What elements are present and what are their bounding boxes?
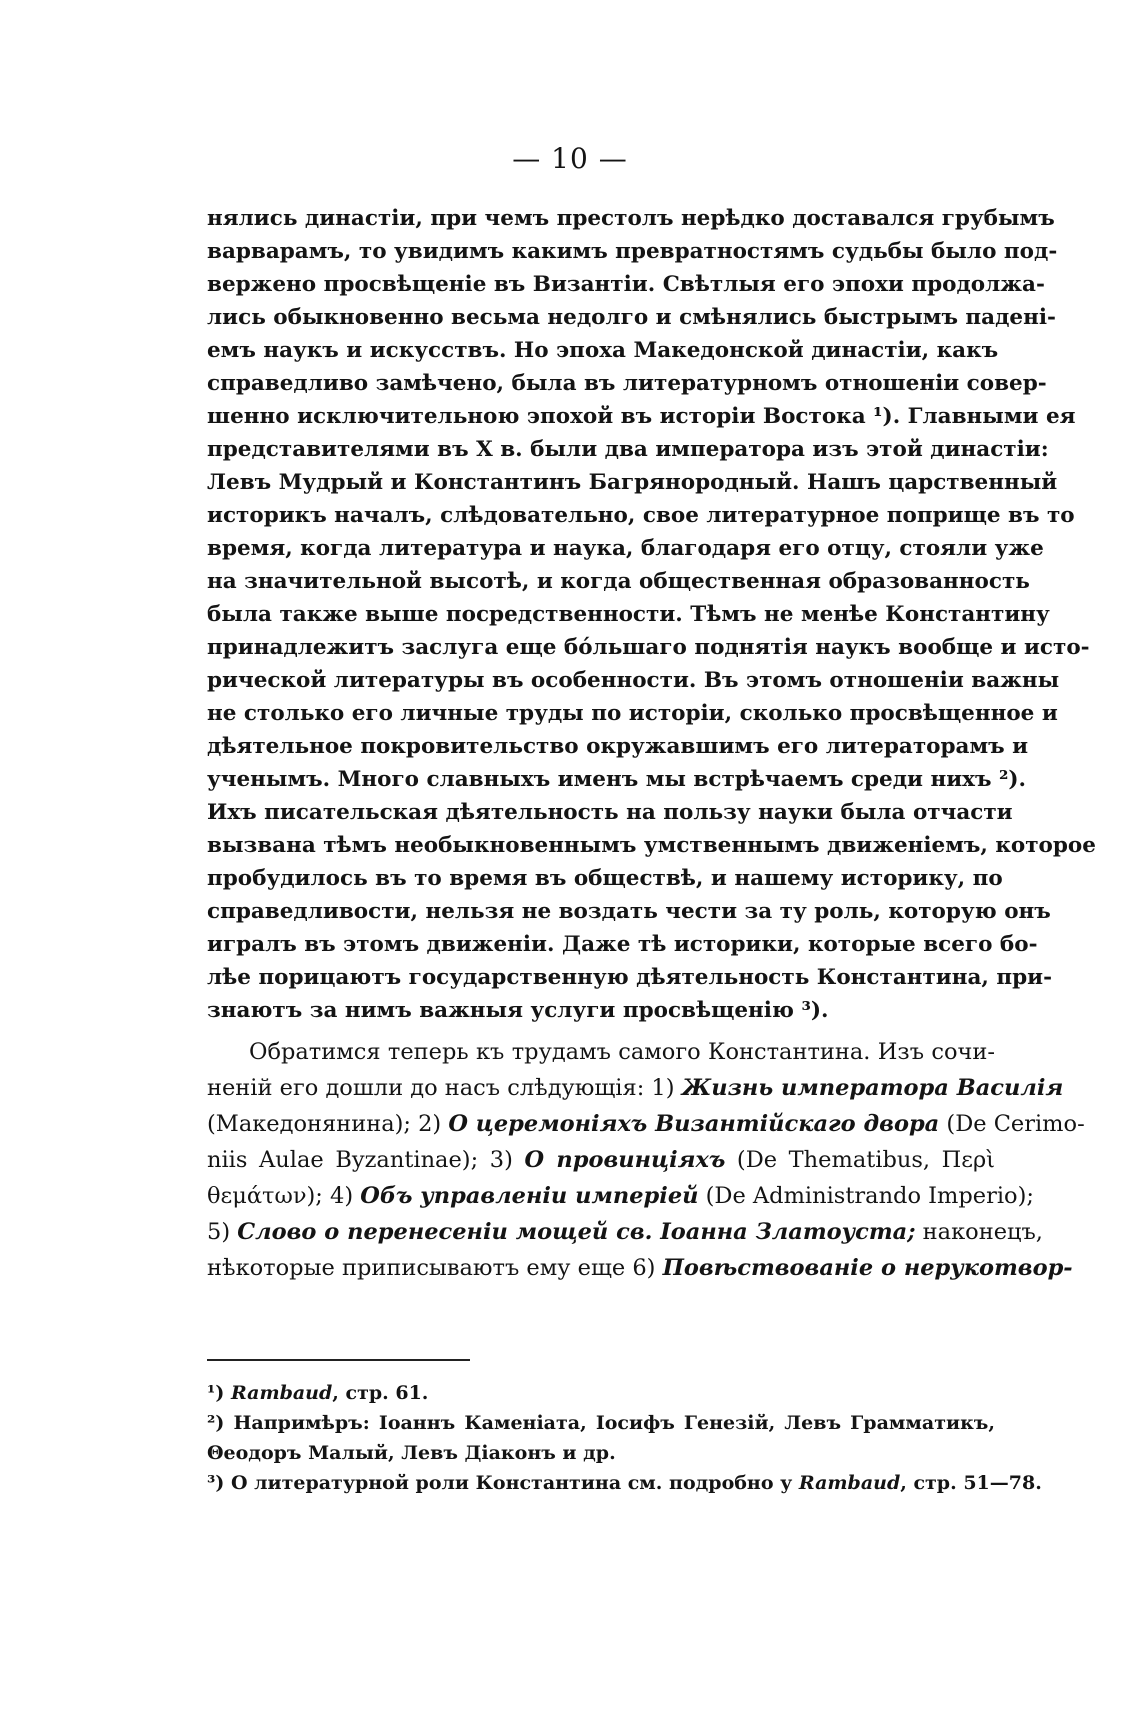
text-line: время, когда литература и наука, благодаря его отцу, стояли уже: [207, 536, 1044, 561]
text-line: рической литературы въ особенности. Въ этомъ отношеніи важны: [207, 668, 1060, 693]
text-run: наконецъ,: [915, 1219, 1043, 1245]
paragraph-2: [207, 1034, 1085, 1286]
main-text: [207, 202, 1096, 1286]
text-line: справедливости, нельзя не воздать чести за ту роль, которую онъ: [207, 899, 1051, 924]
text-line: Левъ Мудрый и Константинъ Багрянородный. Нашъ царственный: [207, 470, 1058, 495]
paragraph-1: [207, 202, 1096, 1027]
text-line: лѣе порицаютъ государственную дѣятельность Константина, при-: [207, 965, 1053, 990]
text-line: [207, 1142, 995, 1178]
footnote-text: О литературной роли Константина см. подробно у: [230, 1472, 799, 1494]
text-line: [207, 1178, 1034, 1214]
text-line: дѣятельное покровительство окружавшимъ его литераторамъ и: [207, 734, 1029, 759]
text-run: (De Administrando Imperio);: [698, 1183, 1034, 1209]
text-run: неній его дошли до насъ слѣдующія: 1): [207, 1075, 682, 1101]
text-line: пробудилось въ то время въ обществѣ, и нашему историку, по: [207, 866, 1003, 891]
work-title: О провинціяхъ: [524, 1147, 726, 1173]
footnote-mark: ²): [207, 1412, 225, 1434]
text-run: (Македонянина); 2): [207, 1111, 449, 1137]
text-line: емъ наукъ и искусствъ. Но эпоха Македонской династіи, какъ: [207, 338, 999, 363]
work-title: Слово о перенесеніи мощей св. Іоанна Златоуста;: [237, 1219, 916, 1245]
footnote-3: [207, 1468, 1042, 1498]
footnote-text: Напримѣръ: Іоаннъ Каменіата, Іосифъ Генезій, Левъ Грамматикъ,: [233, 1412, 995, 1434]
text-line: справедливо замѣчено, была въ литературномъ отношеніи совер-: [207, 371, 1047, 396]
work-title: Жизнь императора Василія: [681, 1075, 1064, 1101]
text-line: вызвана тѣмъ необыкновеннымъ умственнымъ движеніемъ, которое: [207, 833, 1096, 858]
text-line: вержено просвѣщеніе въ Византіи. Свѣтлыя его эпохи продолжа-: [207, 272, 1045, 297]
footnote-text: , стр. 61.: [332, 1382, 429, 1404]
footnote-divider: [207, 1359, 470, 1361]
footnote-2: [207, 1408, 995, 1438]
page-number: — 10 —: [512, 142, 628, 175]
footnote-text: , стр. 51—78.: [900, 1472, 1042, 1494]
work-title: Повѣствованіе о нерукотвор-: [662, 1255, 1073, 1281]
text-line: [207, 1250, 1073, 1286]
footnotes: [207, 1378, 1042, 1498]
cited-author: Rambaud: [798, 1472, 901, 1494]
footnote-mark: ³): [207, 1472, 225, 1494]
text-run: (De Thematibus, Περὶ: [725, 1147, 996, 1173]
cited-author: Rambaud: [230, 1382, 333, 1404]
work-title: О церемоніяхъ Византійскаго двора: [448, 1111, 940, 1137]
text-line: Ихъ писательская дѣятельность на пользу науки была отчасти: [207, 800, 1013, 825]
text-line: [207, 1106, 1085, 1142]
text-line: знаютъ за нимъ важныя услуги просвѣщенію ³).: [207, 998, 829, 1023]
text-run: 5): [207, 1219, 238, 1245]
footnote-2-continued: Θеодоръ Малый, Левъ Діаконъ и др.: [207, 1442, 616, 1464]
text-line: Обратимся теперь къ трудамъ самого Константина. Изъ сочи-: [249, 1039, 995, 1065]
text-run: θεμάτων); 4): [207, 1183, 361, 1209]
work-title: Объ управленіи имперіей: [360, 1183, 699, 1209]
text-line: не столько его личные труды по исторіи, сколько просвѣщенное и: [207, 701, 1058, 726]
text-line: принадлежитъ заслуга еще бóльшаго поднятія наукъ вообще и исто-: [207, 635, 1090, 660]
text-line: ученымъ. Много славныхъ именъ мы встрѣчаемъ среди нихъ ²).: [207, 767, 1027, 792]
text-line: варварамъ, то увидимъ какимъ превратностямъ судьбы было под-: [207, 239, 1058, 264]
text-run: нѣкоторые приписываютъ ему еще 6): [207, 1255, 663, 1281]
text-line: на значительной высотѣ, и когда общественная образованность: [207, 569, 1030, 594]
text-line: [207, 1070, 1064, 1106]
text-line: историкъ началъ, слѣдовательно, свое литературное поприще въ то: [207, 503, 1075, 528]
footnote-mark: ¹): [207, 1382, 225, 1404]
text-line: лись обыкновенно весьма недолго и смѣнялись быстрымъ падені-: [207, 305, 1056, 330]
footnote-1: [207, 1378, 995, 1408]
text-line: игралъ въ этомъ движеніи. Даже тѣ историки, которые всего бо-: [207, 932, 1038, 957]
text-line: была также выше посредственности. Тѣмъ не менѣе Константину: [207, 602, 1050, 627]
text-run: niis Aulae Byzantinae); 3): [207, 1147, 525, 1173]
text-line: представителями въ X в. были два императора изъ этой династіи:: [207, 437, 1049, 462]
text-line: шенно исключительною эпохой въ исторіи Востока ¹). Главными ея: [207, 404, 1076, 429]
text-line: нялись династіи, при чемъ престолъ нерѣдко доставался грубымъ: [207, 206, 1055, 231]
text-line: [207, 1214, 1043, 1250]
text-run: (De Cerimo-: [939, 1111, 1085, 1137]
